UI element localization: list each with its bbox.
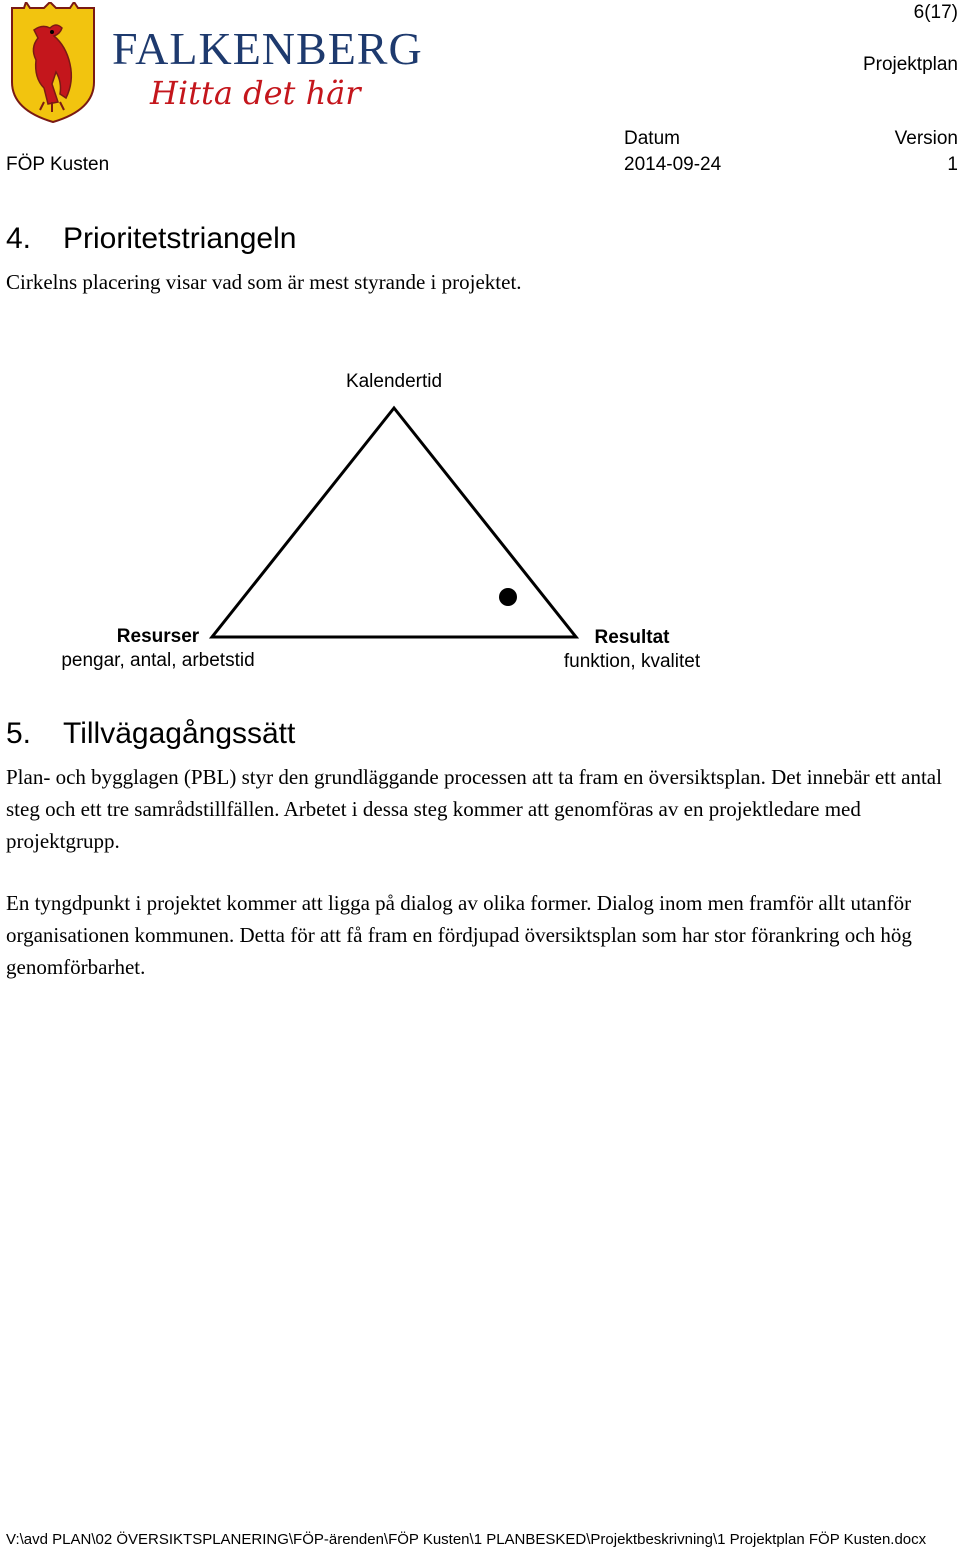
logo-name: FALKENBERG xyxy=(112,23,423,74)
priority-circle xyxy=(499,588,517,606)
label-resurser-sub: pengar, antal, arbetstid xyxy=(61,650,255,671)
priority-triangle xyxy=(212,408,576,637)
label-resurser-title: Resurser xyxy=(116,626,200,647)
section-5-number: 5. xyxy=(6,717,32,750)
document-version: 1 xyxy=(947,154,958,175)
section-5-title: Tillvägagångssätt xyxy=(63,717,296,750)
logo-slogan: Hitta det här xyxy=(150,74,361,112)
project-name: FÖP Kusten xyxy=(6,154,110,175)
version-label: Version xyxy=(894,128,958,149)
label-resultat xyxy=(532,626,732,674)
footer-file-path: V:\avd PLAN\02 ÖVERSIKTSPLANERING\FÖP-ärenden\FÖP Kusten\1 PLANBESKED\Projektbeskrivning\1 Projektplan FÖP Kusten.docx xyxy=(6,1531,927,1548)
page-number: 6(17) xyxy=(913,2,958,23)
section-4-intro: Cirkelns placering visar vad som är mest styrande i projektet. xyxy=(6,270,522,294)
section-4-title: Prioritetstriangeln xyxy=(63,222,297,255)
date-label: Datum xyxy=(624,128,680,149)
priority-triangle-diagram xyxy=(0,0,960,700)
document-type: Projektplan xyxy=(862,54,958,75)
label-resurser xyxy=(38,625,278,673)
label-resultat-title: Resultat xyxy=(594,627,670,648)
section-5-heading xyxy=(6,717,295,751)
document-date: 2014-09-24 xyxy=(624,154,722,175)
label-kalendertid: Kalendertid xyxy=(345,371,443,392)
section-5-paragraph-2: En tyngdpunkt i projektet kommer att ligga på dialog av olika former. Dialog inom men framför allt utanför organisationen kommunen. Detta för att få fram en fördjupad översiktsplan som har stor förankring och hög genomförbarhet. xyxy=(6,891,912,979)
label-resultat-sub: funktion, kvalitet xyxy=(563,651,701,672)
section-4-number: 4. xyxy=(6,222,32,255)
section-5-paragraph-1: Plan- och bygglagen (PBL) styr den grundläggande processen att ta fram en översiktsplan. Det innebär ett antal steg och ett tre samrådstillfällen. Arbetet i dessa steg kommer att genomföras av en projektledare med projektgrupp. xyxy=(6,765,942,853)
